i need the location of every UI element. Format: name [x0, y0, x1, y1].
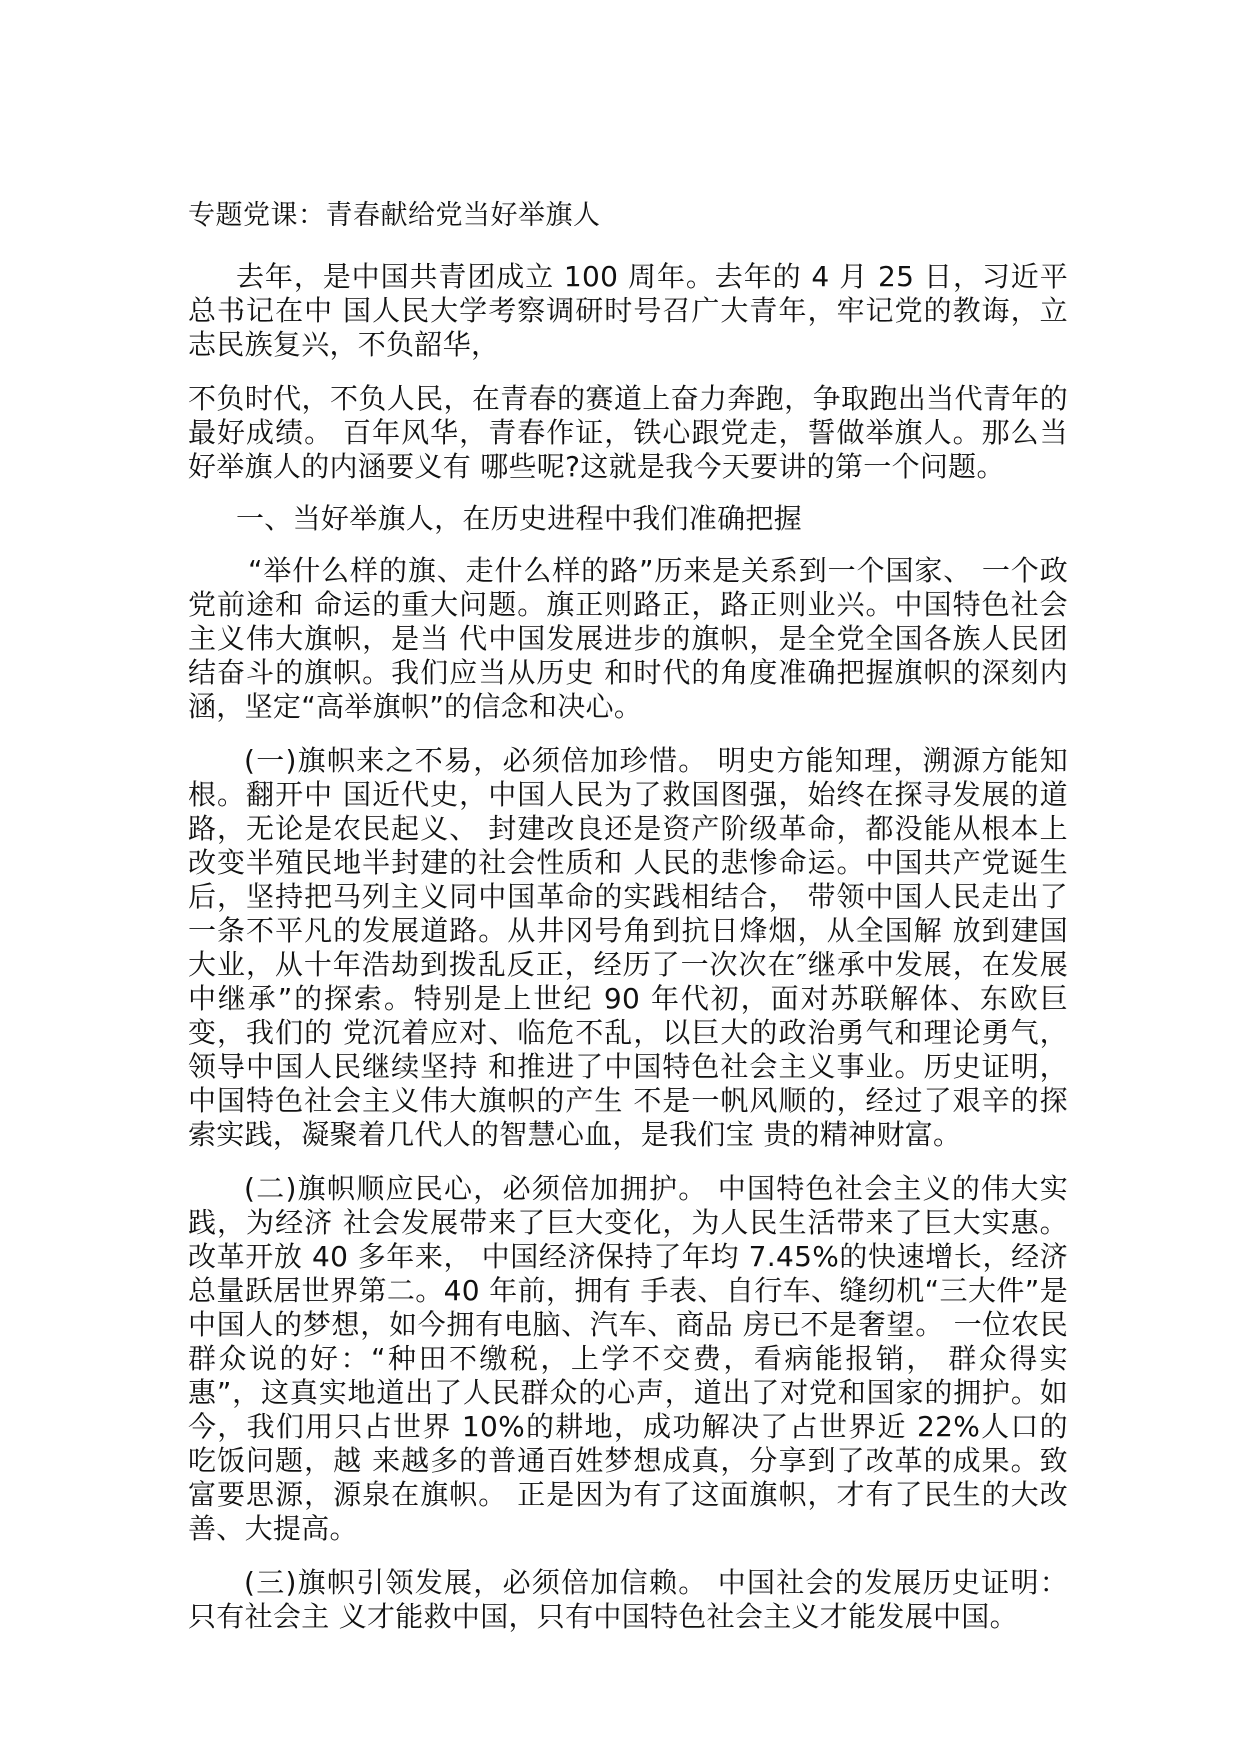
document-title: 专题党课：青春献给党当好举旗人 — [188, 200, 601, 231]
paragraph-intro: 去年，是中国共青团成立 100 周年。去年的 4 月 25 日，习近平总书记在中 国人民大学考察调研时号召广大青年，牢记党的教诲，立志民族复兴，不负韶华， — [188, 260, 1068, 361]
section-2-body: 中国特色社会主义的伟大实践，为经济 社会发展带来了巨大变化，为人民生活带来了巨大实惠。改革开放 40 多年来， 中国经济保持了年均 7.45%的快速增长，经济总量跃居世界第二。40 年前，拥有 手表、自行车、缝纫机“三大件”是中国人的梦想，如今拥有电脑、汽车、商品 房已不是奢望。 一位农民群众说的好：“种田不缴税，上学不交费，看病能报销， 群众得实惠”，这真实地道出了人民群众的心声，道出了对党和国家的拥护。如 今，我们用只占世界 10%的耕地，成功解决了占世界近 22%人口的吃饭问题，越 来越多的普通百姓梦想成真，分享到了改革的成果。致富要思源，源泉在旗帜。 正是因为有了这面旗帜，才有了民生的大改善、大提高。 — [188, 1172, 1069, 1545]
section-1 — [188, 744, 1068, 1152]
section-3-heading: (三)旗帜引领发展，必须倍加信赖。 — [244, 1566, 708, 1599]
section-3-body: 中国社会的发展历史证明：只有社会主 义才能救中国，只有中国特色社会主义才能发展中国。 — [188, 1566, 1069, 1633]
document-page — [188, 198, 1068, 1634]
section-3 — [188, 1566, 1068, 1634]
section-heading-one: 一、当好举旗人，在历史进程中我们准确把握 — [236, 502, 803, 535]
section-2 — [188, 1172, 1068, 1546]
paragraph-flag-question: “举什么样的旗、走什么样的路”历来是关系到一个国家、 一个政党前途和 命运的重大问题。旗正则路正，路正则业兴。中国特色社会主义伟大旗帜，是当 代中国发展进步的旗帜，是全党全国各族人民团结奋斗的旗帜。我们应当从历史 和时代的角度准确把握旗帜的深刻内涵，坚定“高举旗帜”的信念和决心。 — [188, 554, 1068, 723]
section-2-heading: (二)旗帜顺应民心，必须倍加拥护。 — [244, 1172, 708, 1205]
paragraph-intro-continued: 不负时代，不负人民，在青春的赛道上奋力奔跑，争取跑出当代青年的最好成绩。 百年风华，青春作证，铁心跟党走，誓做举旗人。那么当好举旗人的内涵要义有 哪些呢?这就是我今天要讲的第一个问题。 — [188, 382, 1068, 483]
section-1-body: 明史方能知理，溯源方能知根。翻开中 国近代史，中国人民为了救国图强，始终在探寻发展的道路，无论是农民起义、 封建改良还是资产阶级革命，都没能从根本上改变半殖民地半封建的社会性质和 人民的悲惨命运。中国共产党诞生后，坚持把马列主义同中国革命的实践相结合， 带领中国人民走出了一条不平凡的发展道路。从井冈号角到抗日烽烟，从全国解 放到建国大业，从十年浩劫到拨乱反正，经历了一次次在″继承中发展，在发展 中继承”的探索。特别是上世纪 90 年代初，面对苏联解体、东欧巨变，我们的 党沉着应对、临危不乱，以巨大的政治勇气和理论勇气，领导中国人民继续坚持 和推进了中国特色社会主义事业。历史证明，中国特色社会主义伟大旗帜的产生 不是一帆风顺的，经过了艰辛的探索实践，凝聚着几代人的智慧心血，是我们宝 贵的精神财富。 — [188, 744, 1069, 1151]
section-1-heading: (一)旗帜来之不易，必须倍加珍惜。 — [244, 744, 708, 777]
